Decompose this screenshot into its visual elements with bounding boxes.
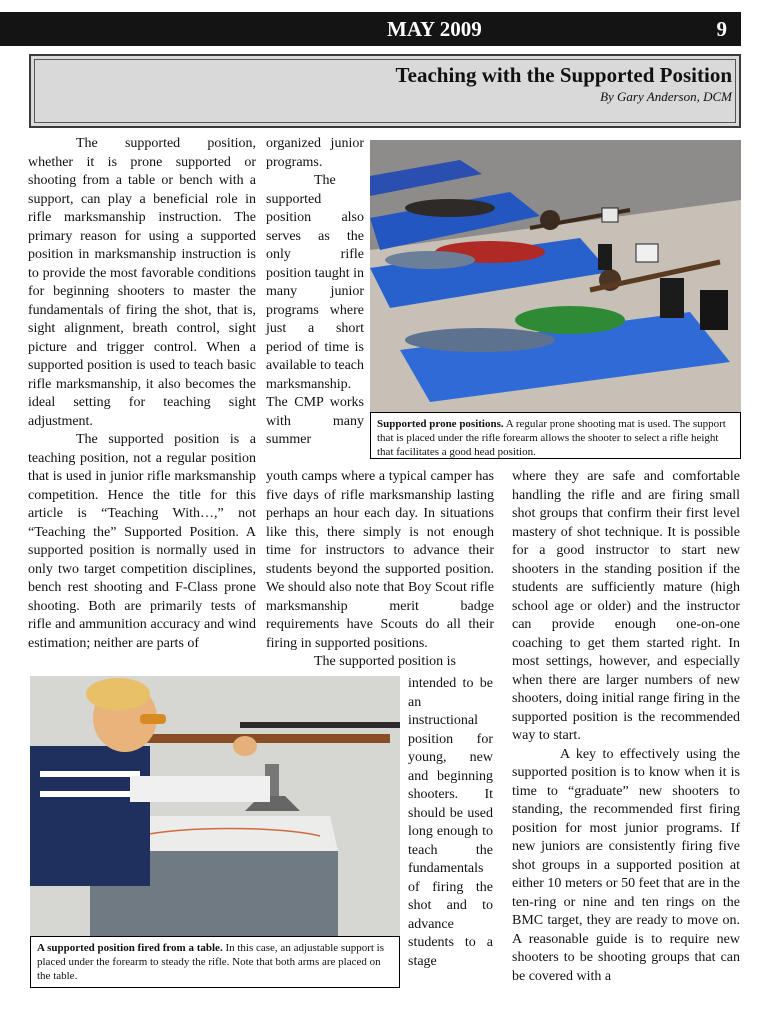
caption-heading: A supported position fired from a table.	[37, 942, 223, 954]
paragraph: The supported position is a teaching position, not a regular position that is used in junior rifle marksmanship competition. Hence the title for this article is “Teaching With…,” not “Teaching the” Supported Position. A supported position is normally used in only two target competition disciplines, bench rest shooting and F-Class prone shooting. Both are primarily tests of rifle and ammunition accuracy and wind estimation; neither are parts of	[28, 432, 256, 651]
page-header-bar	[0, 12, 741, 46]
page-number: 9	[716, 17, 727, 41]
column-2-narrow	[408, 675, 493, 995]
column-2-lower	[266, 468, 494, 678]
column-1	[28, 135, 256, 675]
paragraph: youth camps where a typical camper has five days of rifle marksmanship lasting perhaps an hour each day. In situations like this, there simply is not enough time for instructors to advance their students beyond the supported position. We should also note that Boy Scout rifle marksmanship merit badge requirements have Scouts do all their firing in supported positions.	[266, 469, 494, 651]
prone-shooters-photo	[370, 140, 741, 412]
column-3	[512, 468, 740, 993]
paragraph: where they are safe and comfortable handling the rifle and are firing small shot groups that confirm their first level mastery of shot technique. It is possible for a good instructor to start new shooters in the standing position if the students are sufficiently mature (high school age or older) and the instructor can provide enough one-on-one coaching to get them started right. In most settings, however, and especially when there are larger numbers of new shooters, doing initial range firing in the supported position is the recommended way to start.	[512, 469, 740, 743]
caption-text: In this case, an adjustable support is placed under the forearm to steady the rifle. Note that both arms are placed on the table.	[37, 942, 385, 982]
paragraph: A key to effectively using the supported position is to know when it is time to “graduate” new shooters to standing, the recommended first firing position for most junior programs. If new juniors are consistently firing five shot groups in a supported position at either 10 meters or 50 feet that are in the ten-ring or nine and ten rings on the BMC target, they are ready to move on. A reasonable guide is to require new shooters to be shooting groups that can be covered with a	[512, 746, 740, 984]
paragraph: The supported position also serves as the only rifle position taught in many junior programs where just a short period of time is available to teach marksmanship. The CMP works with many summer	[266, 173, 364, 447]
paragraph: intended to be an instructional position for young, new and beginning shooters. It should be used long enough to teach the fundamentals of firing the shot and to advance students to a stage	[408, 676, 493, 969]
article-title-box	[29, 54, 741, 128]
caption-text: A regular prone shooting mat is used. The support that is placed under the rifle forearm allows the shooter to select a rifle height that facilitates a good head position.	[377, 418, 726, 458]
article-byline: By Gary Anderson, DCM	[600, 89, 732, 104]
table-photo-caption	[30, 936, 400, 988]
caption-heading: Supported prone positions.	[377, 418, 504, 430]
issue-date: MAY 2009	[387, 17, 482, 41]
table-shooter-photo	[30, 676, 400, 936]
paragraph: The supported position, whether it is prone supported or shooting from a table or bench with a support, can play a beneficial role in rifle marksmanship instruction. The primary reason for using a supported position in marksmanship instruction is to provide the most favorable conditions for beginning shooters to master the fundamentals of firing the shot, that is, sight alignment, breath control, sight picture and trigger control. When a supported position is used to teach basic rifle marksmanship, it also becomes the ideal setting for teaching sight adjustment.	[28, 136, 256, 429]
prone-photo-caption	[370, 412, 741, 459]
article-title: Teaching with the Supported Position	[395, 63, 732, 87]
paragraph: organized junior programs.	[266, 136, 364, 170]
column-2	[266, 135, 364, 470]
paragraph: The supported position is	[314, 654, 456, 669]
